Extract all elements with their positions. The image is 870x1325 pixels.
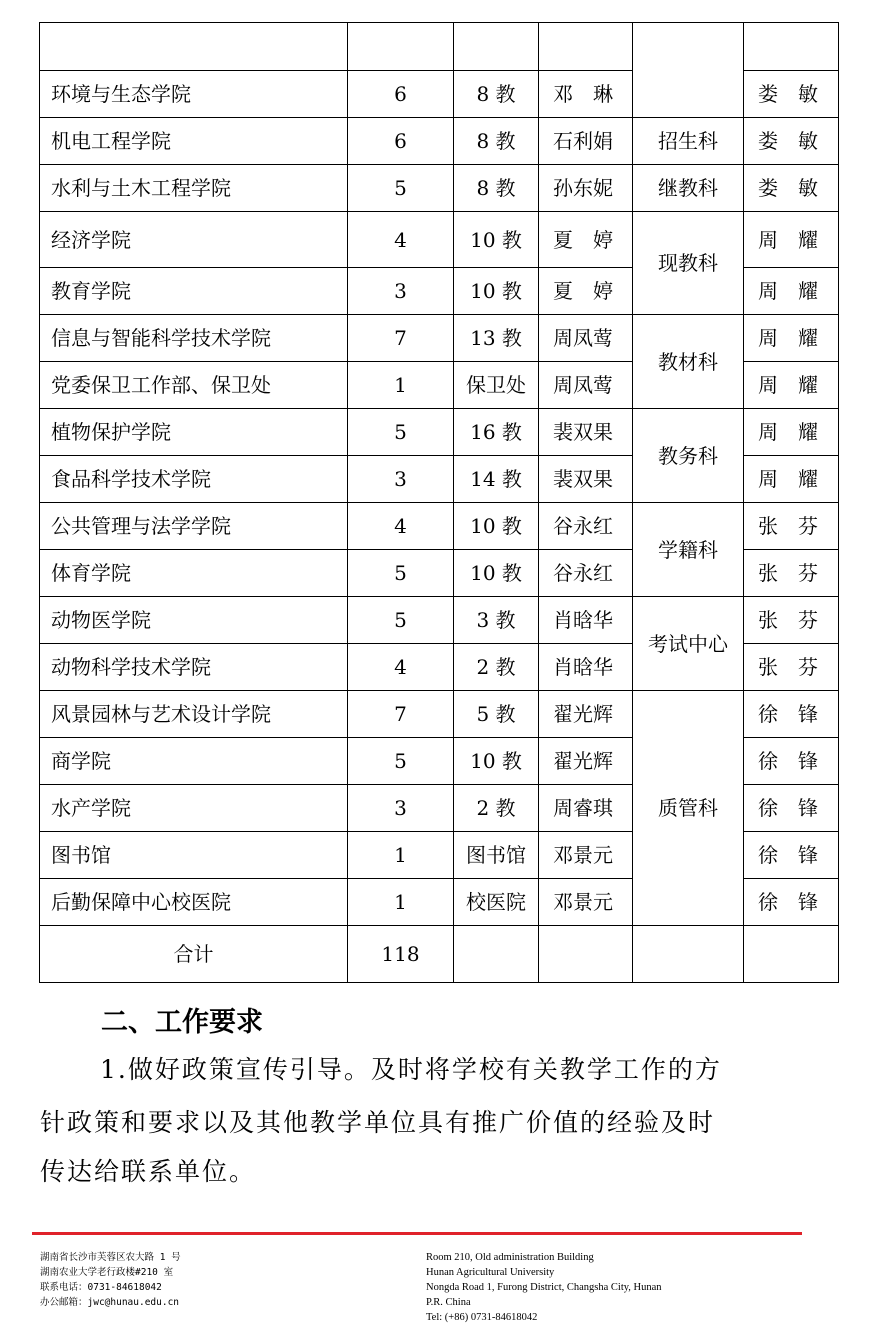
- table-row: [40, 165, 839, 212]
- section-heading: 二、工作要求: [101, 1007, 263, 1038]
- unit-leader: 娄 敏: [744, 165, 839, 212]
- unit-count: 4: [348, 644, 454, 691]
- unit-name: 动物医学院: [40, 597, 348, 644]
- table-cell: [539, 926, 633, 983]
- unit-name: 机电工程学院: [40, 118, 348, 165]
- unit-leader: 娄 敏: [744, 118, 839, 165]
- unit-name: 经济学院: [40, 212, 348, 268]
- unit-contact: 裴双果: [539, 409, 633, 456]
- unit-leader: 周 耀: [744, 268, 839, 315]
- unit-contact: 翟光辉: [539, 691, 633, 738]
- dept-cell-blank: [633, 23, 744, 118]
- unit-leader: 徐 锋: [744, 738, 839, 785]
- unit-leader: 徐 锋: [744, 785, 839, 832]
- footer-line: Room 210, Old administration Building: [426, 1252, 594, 1263]
- unit-leader: 徐 锋: [744, 691, 839, 738]
- unit-name: 图书馆: [40, 832, 348, 879]
- unit-leader: 徐 锋: [744, 879, 839, 926]
- unit-name: 体育学院: [40, 550, 348, 597]
- unit-contact: 裴双果: [539, 456, 633, 503]
- unit-room: 3 教: [454, 597, 539, 644]
- unit-count: 5: [348, 165, 454, 212]
- dept-name: 考试中心: [633, 597, 744, 691]
- unit-contact: 夏 婷: [539, 268, 633, 315]
- unit-count: 7: [348, 315, 454, 362]
- unit-count: 5: [348, 738, 454, 785]
- unit-leader: 张 芬: [744, 503, 839, 550]
- unit-room: 10 教: [454, 738, 539, 785]
- dept-name: 现教科: [633, 212, 744, 315]
- dept-name: 质管科: [633, 691, 744, 926]
- unit-contact: 邓景元: [539, 879, 633, 926]
- unit-leader: 周 耀: [744, 362, 839, 409]
- unit-contact: 翟光辉: [539, 738, 633, 785]
- table-cell: [539, 23, 633, 71]
- unit-contact: 石利娟: [539, 118, 633, 165]
- unit-count: 1: [348, 362, 454, 409]
- unit-name: 水利与土木工程学院: [40, 165, 348, 212]
- table-row: [40, 315, 839, 362]
- dept-name: 招生科: [633, 118, 744, 165]
- unit-room: 10 教: [454, 268, 539, 315]
- table-cell: [454, 926, 539, 983]
- dept-name: 学籍科: [633, 503, 744, 597]
- unit-contact: 肖晗华: [539, 644, 633, 691]
- footer-line: P.R. China: [426, 1297, 471, 1308]
- unit-room: 10 教: [454, 212, 539, 268]
- table-cell: [454, 23, 539, 71]
- unit-name: 植物保护学院: [40, 409, 348, 456]
- unit-count: 5: [348, 409, 454, 456]
- unit-room: 5 教: [454, 691, 539, 738]
- unit-contact: 夏 婷: [539, 212, 633, 268]
- unit-count: 4: [348, 503, 454, 550]
- footer-address-en: [426, 1250, 662, 1325]
- unit-leader: 张 芬: [744, 597, 839, 644]
- unit-room: 16 教: [454, 409, 539, 456]
- footer-line: Hunan Agricultural University: [426, 1267, 555, 1278]
- unit-leader: 张 芬: [744, 550, 839, 597]
- paragraph-line: 传达给联系单位。: [40, 1157, 257, 1186]
- table-row: [40, 409, 839, 456]
- footer-line: 办公邮箱：jwc@hunau.edu.cn: [40, 1297, 180, 1308]
- table-row: [40, 691, 839, 738]
- unit-room: 10 教: [454, 503, 539, 550]
- unit-count: 3: [348, 785, 454, 832]
- unit-room: 保卫处: [454, 362, 539, 409]
- unit-room: 8 教: [454, 165, 539, 212]
- unit-name: 党委保卫工作部、保卫处: [40, 362, 348, 409]
- liaison-table: [39, 22, 839, 983]
- unit-name: 信息与智能科学技术学院: [40, 315, 348, 362]
- unit-contact: 谷永红: [539, 503, 633, 550]
- table-cell: [40, 23, 348, 71]
- table-cell: [744, 23, 839, 71]
- paragraph-line: 针政策和要求以及其他教学单位具有推广价值的经验及时: [40, 1108, 716, 1137]
- unit-contact: 孙东妮: [539, 165, 633, 212]
- unit-count: 7: [348, 691, 454, 738]
- unit-name: 商学院: [40, 738, 348, 785]
- unit-contact: 周凤莺: [539, 362, 633, 409]
- unit-count: 3: [348, 268, 454, 315]
- dept-name: 教材科: [633, 315, 744, 409]
- total-value: 118: [348, 926, 454, 983]
- unit-room: 图书馆: [454, 832, 539, 879]
- footer-line: 湖南农业大学老行政楼#210 室: [40, 1267, 174, 1278]
- table-row: [40, 212, 839, 268]
- unit-room: 8 教: [454, 118, 539, 165]
- unit-room: 10 教: [454, 550, 539, 597]
- unit-count: 1: [348, 879, 454, 926]
- unit-contact: 周睿琪: [539, 785, 633, 832]
- unit-name: 动物科学技术学院: [40, 644, 348, 691]
- unit-leader: 张 芬: [744, 644, 839, 691]
- unit-name: 环境与生态学院: [40, 71, 348, 118]
- unit-count: 5: [348, 550, 454, 597]
- unit-contact: 谷永红: [539, 550, 633, 597]
- unit-room: 2 教: [454, 785, 539, 832]
- unit-leader: 娄 敏: [744, 71, 839, 118]
- paragraph-line: 1.做好政策宣传引导。及时将学校有关教学工作的方: [100, 1055, 722, 1084]
- unit-count: 5: [348, 597, 454, 644]
- footer-address-cn: [40, 1250, 181, 1310]
- unit-count: 1: [348, 832, 454, 879]
- unit-name: 后勤保障中心校医院: [40, 879, 348, 926]
- table-cell: [348, 23, 454, 71]
- unit-leader: 周 耀: [744, 456, 839, 503]
- unit-count: 4: [348, 212, 454, 268]
- unit-count: 3: [348, 456, 454, 503]
- unit-leader: 周 耀: [744, 315, 839, 362]
- unit-name: 风景园林与艺术设计学院: [40, 691, 348, 738]
- unit-room: 14 教: [454, 456, 539, 503]
- total-label: 合计: [40, 926, 348, 983]
- footer-line: 湖南省长沙市芙蓉区农大路 1 号: [40, 1252, 181, 1263]
- table-total-row: [40, 926, 839, 983]
- unit-room: 校医院: [454, 879, 539, 926]
- unit-name: 水产学院: [40, 785, 348, 832]
- table-cell: [633, 926, 744, 983]
- unit-count: 6: [348, 71, 454, 118]
- unit-name: 食品科学技术学院: [40, 456, 348, 503]
- unit-contact: 肖晗华: [539, 597, 633, 644]
- footer-divider: [32, 1232, 802, 1235]
- table-row: [40, 118, 839, 165]
- footer-line: Tel: (+86) 0731-84618042: [426, 1312, 538, 1323]
- table-row: [40, 503, 839, 550]
- unit-leader: 徐 锋: [744, 832, 839, 879]
- unit-leader: 周 耀: [744, 212, 839, 268]
- unit-room: 8 教: [454, 71, 539, 118]
- dept-name: 教务科: [633, 409, 744, 503]
- unit-contact: 邓 琳: [539, 71, 633, 118]
- unit-contact: 邓景元: [539, 832, 633, 879]
- unit-name: 教育学院: [40, 268, 348, 315]
- footer-line: Nongda Road 1, Furong District, Changsha City, Hunan: [426, 1282, 662, 1293]
- unit-contact: 周凤莺: [539, 315, 633, 362]
- dept-name: 继教科: [633, 165, 744, 212]
- table-row: [40, 597, 839, 644]
- table-row-blank: [40, 23, 839, 71]
- table-cell: [744, 926, 839, 983]
- unit-count: 6: [348, 118, 454, 165]
- unit-room: 13 教: [454, 315, 539, 362]
- unit-name: 公共管理与法学学院: [40, 503, 348, 550]
- footer-line: 联系电话：0731-84618042: [40, 1282, 162, 1293]
- unit-leader: 周 耀: [744, 409, 839, 456]
- unit-room: 2 教: [454, 644, 539, 691]
